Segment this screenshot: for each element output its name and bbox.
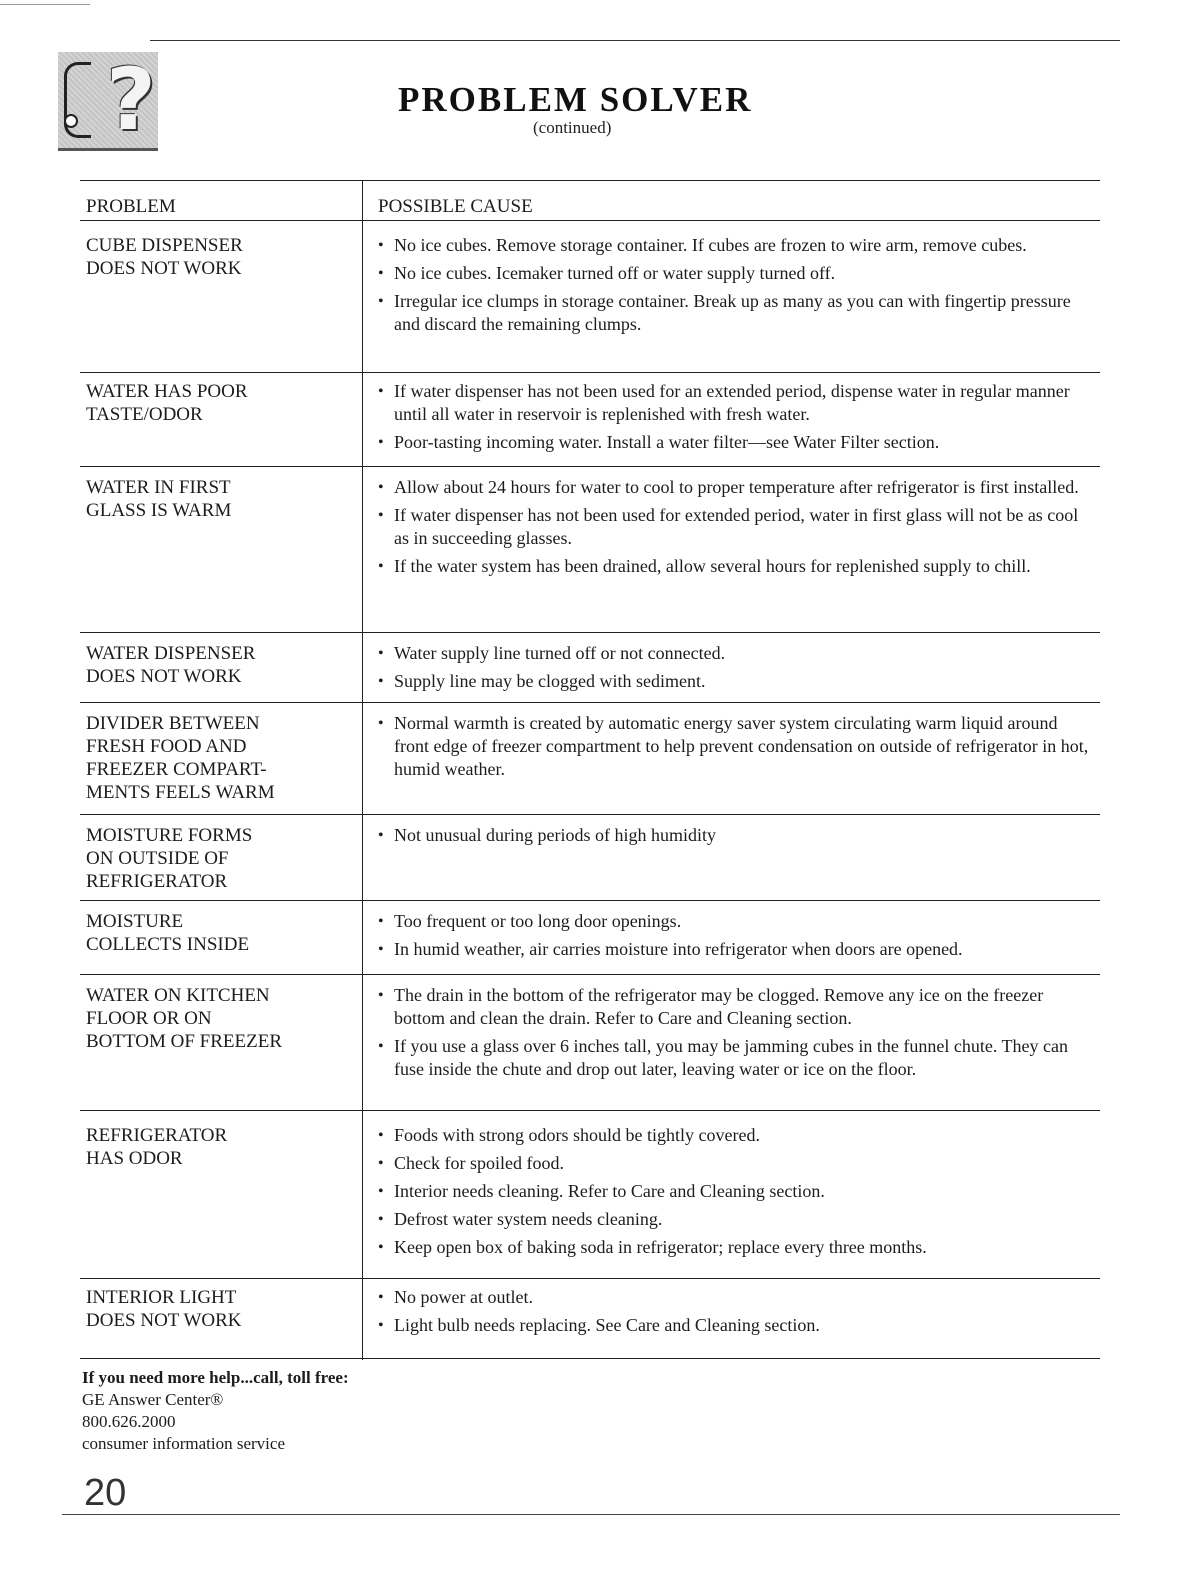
cause-item: • Defrost water system needs cleaning. <box>376 1208 1096 1231</box>
page-subtitle: (continued) <box>533 118 612 137</box>
phone-number: 800.626.2000 <box>82 1412 176 1431</box>
cause-list <box>376 984 1096 1086</box>
cause-list <box>376 1124 1096 1264</box>
problem-label: REFRIGERATOR HAS ODOR <box>86 1125 228 1169</box>
cause-item: • Too frequent or too long door openings. <box>376 910 1096 933</box>
cause-list <box>376 234 1096 341</box>
cause-item: • Allow about 24 hours for water to cool to proper temperature after refrigerator is first installed. <box>376 476 1096 499</box>
top-rule <box>150 40 1120 41</box>
row-divider <box>80 632 1100 633</box>
table-top-rule <box>80 180 1100 181</box>
column-header-problem: PROBLEM <box>86 196 176 217</box>
cause-item: • Foods with strong odors should be tightly covered. <box>376 1124 1096 1147</box>
question-mark-icon <box>58 52 158 151</box>
row-divider <box>80 466 1100 467</box>
cause-item: • No ice cubes. Remove storage container. If cubes are frozen to wire arm, remove cubes. <box>376 234 1096 257</box>
row-divider <box>80 814 1100 815</box>
cause-item: • The drain in the bottom of the refrigerator may be clogged. Remove any ice on the freezer bottom and clean the drain. Refer to Care and Cleaning section. <box>376 984 1096 1030</box>
header-rule <box>80 220 1100 221</box>
cause-item: • If you use a glass over 6 inches tall, you may be jamming cubes in the funnel chute. They can fuse inside the chute and drop out later, leaving water or ice on the floor. <box>376 1035 1096 1081</box>
row-divider <box>80 974 1100 975</box>
row-divider <box>80 702 1100 703</box>
cause-list <box>376 824 1096 852</box>
row-divider <box>80 1110 1100 1111</box>
question-mark-glyph: ? <box>106 50 156 150</box>
cause-item: • If water dispenser has not been used for an extended period, dispense water in regular manner until all water in reservoir is replenished with fresh water. <box>376 380 1096 426</box>
problem-label: WATER HAS POOR TASTE/ODOR <box>86 381 248 425</box>
cause-item: • Irregular ice clumps in storage container. Break up as many as you can with fingertip pressure and discard the remaining clumps. <box>376 290 1096 336</box>
answer-center-name: GE Answer Center® <box>82 1390 224 1409</box>
help-footer <box>82 1367 349 1455</box>
problem-label: WATER IN FIRST GLASS IS WARM <box>86 477 232 521</box>
corner-rule <box>0 4 90 5</box>
problem-label: INTERIOR LIGHT DOES NOT WORK <box>86 1287 242 1331</box>
cause-list <box>376 910 1096 966</box>
bottom-rule <box>62 1514 1120 1515</box>
problem-label: WATER DISPENSER DOES NOT WORK <box>86 643 256 687</box>
cause-list <box>376 642 1096 698</box>
cause-item: • Not unusual during periods of high humidity <box>376 824 1096 847</box>
cause-list <box>376 1286 1096 1342</box>
cause-item: • Keep open box of baking soda in refrigerator; replace every three months. <box>376 1236 1096 1259</box>
cause-item: • If water dispenser has not been used for extended period, water in first glass will not be as cool as in succeeding glasses. <box>376 504 1096 550</box>
cause-list <box>376 712 1096 786</box>
cause-item: • In humid weather, air carries moisture into refrigerator when doors are opened. <box>376 938 1096 961</box>
problem-label: CUBE DISPENSER DOES NOT WORK <box>86 235 243 279</box>
table-bottom-rule <box>80 1358 1100 1359</box>
row-divider <box>80 900 1100 901</box>
cause-item: • Supply line may be clogged with sediment. <box>376 670 1096 693</box>
cause-item: • Normal warmth is created by automatic energy saver system circulating warm liquid around front edge of freezer compartment to help prevent condensation on outside of refrigerator in hot, humid weather. <box>376 712 1096 781</box>
cause-item: • Interior needs cleaning. Refer to Care and Cleaning section. <box>376 1180 1096 1203</box>
service-label: consumer information service <box>82 1434 285 1453</box>
column-divider <box>362 180 363 1360</box>
help-heading: If you need more help...call, toll free: <box>82 1368 349 1387</box>
cause-item: • No power at outlet. <box>376 1286 1096 1309</box>
column-header-cause: POSSIBLE CAUSE <box>378 196 533 217</box>
page-number: 20 <box>84 1472 127 1514</box>
page-title: PROBLEM SOLVER <box>398 80 753 119</box>
row-divider <box>80 1278 1100 1279</box>
problem-label: DIVIDER BETWEEN FRESH FOOD AND FREEZER COMPART- MENTS FEELS WARM <box>86 713 275 803</box>
cause-item: • If the water system has been drained, allow several hours for replenished supply to chill. <box>376 555 1096 578</box>
cause-item: • Light bulb needs replacing. See Care and Cleaning section. <box>376 1314 1096 1337</box>
cause-item: • No ice cubes. Icemaker turned off or water supply turned off. <box>376 262 1096 285</box>
cause-list <box>376 476 1096 583</box>
problem-label: MOISTURE FORMS ON OUTSIDE OF REFRIGERATOR <box>86 825 253 892</box>
cause-item: • Water supply line turned off or not connected. <box>376 642 1096 665</box>
problem-label: WATER ON KITCHEN FLOOR OR ON BOTTOM OF FREEZER <box>86 985 283 1052</box>
cause-list <box>376 380 1096 459</box>
problem-label: MOISTURE COLLECTS INSIDE <box>86 911 250 955</box>
cause-item: • Poor-tasting incoming water. Install a water filter—see Water Filter section. <box>376 431 1096 454</box>
row-divider <box>80 372 1100 373</box>
dot-shape <box>64 114 78 128</box>
cause-item: • Check for spoiled food. <box>376 1152 1096 1175</box>
